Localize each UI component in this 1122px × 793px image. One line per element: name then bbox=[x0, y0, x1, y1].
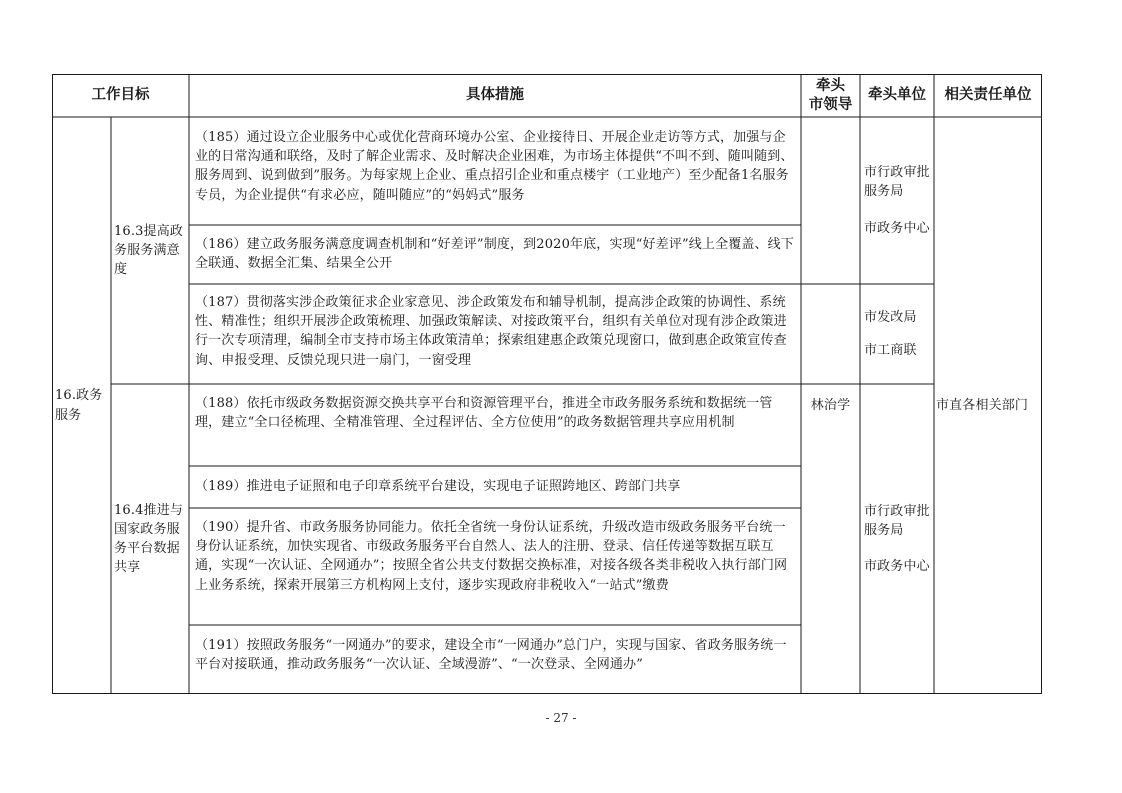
header-lead-leader-line2: 市领导 bbox=[808, 96, 853, 113]
measure-190: （190）提升省、市政务服务协同能力。依托全省统一身份认证系统，升级改造市级政务服务平台统一身份认证系统，加快实现省、市级政务服务平台自然人、法人的注册、登录、信任传递等数据互联互通，实现“一次认证、全网通办”；按照全省公共支付数据交换标准，对接各级各类非税收入执行部门网上业务系统，探索开展第三方机构网上支付，逐步实现政府非税收入“一站式”缴费 bbox=[195, 520, 788, 593]
lead-unit-a-gap bbox=[864, 202, 930, 219]
measure-188: （188）依托市级政务数据资源交换共享平台和资源管理平台，推进全市政务服务系统和数据统一管理，建立“全口径梳理、全精准管理、全过程评估、全方位使用”的政务数据管理共享应用机制 bbox=[195, 396, 773, 431]
measure-186: （186）建立政务服务满意度调查机制和“好差评”制度，到2020年底，实现“好差评”线上全覆盖、线下全联通、数据全汇集、结果全公开 bbox=[195, 237, 794, 272]
measure-185: （185）通过设立企业服务中心或优化营商环境办公室、企业接待日、开展企业走访等方式，加强与企业的日常沟通和联络，及时了解企业需求、及时解决企业困难，为市场主体提供“不叫不到、随叫随到、服务周到、说到做到”服务。为每家规上企业、重点招引企业和重点楼宇（工业地产）至少配备1名服务专员，为企业提供“有求必应，随叫随应”的“妈妈式”服务 bbox=[195, 130, 794, 203]
page-number: - 27 - bbox=[545, 711, 577, 725]
measures-table bbox=[52, 74, 1042, 694]
measure-189: （189）推进电子证照和电子印章系统平台建设，实现电子证照跨地区、跨部门共享 bbox=[195, 479, 681, 494]
lead-unit-b-1: 市发改局 bbox=[864, 309, 917, 325]
header-lead-leader bbox=[801, 74, 860, 117]
measure-191: （191）按照政务服务“一网通办”的要求，建设全市“一网通办”总门户，实现与国家、省政务服务统一平台对接联通，推动政务服务“一次认证、全域漫游”、“一次登录、全网通办” bbox=[195, 638, 787, 673]
measure-187: （187）贯彻落实涉企政策征求企业家意见、涉企政策发布和辅导机制，提高涉企政策的协调性、系统性、精准性；组织开展涉企政策梳理、加强政策解读、对接政策平台，组织有关单位对现有涉企政策进行一次专项清理，编制全市支持市场主体政策清单；探索组建惠企政策兑现窗口，做到惠企政策宣传查询、申报受理、反馈兑现只进一扇门，一窗受理 bbox=[195, 295, 787, 368]
header-measures: 具体措施 bbox=[466, 87, 524, 103]
header-lead-unit: 牵头单位 bbox=[868, 87, 926, 103]
goal-main: 16.政务服务 bbox=[55, 388, 103, 423]
lead-leader: 林治学 bbox=[810, 397, 851, 413]
lead-unit-c-1: 市行政审批服务局 bbox=[864, 503, 930, 538]
lead-unit-group-c bbox=[860, 384, 934, 694]
lead-unit-group-b bbox=[860, 284, 934, 384]
header-goal: 工作目标 bbox=[91, 87, 150, 103]
lead-unit-a-2: 市政务中心 bbox=[864, 220, 930, 236]
lead-unit-c-2: 市政务中心 bbox=[864, 559, 930, 575]
lead-unit-group-a bbox=[860, 117, 934, 284]
lead-unit-c-gap bbox=[864, 540, 930, 557]
lead-unit-a-1: 市行政审批服务局 bbox=[864, 165, 930, 200]
goal-sub-163: 16.3提高政务服务满意度 bbox=[114, 223, 183, 278]
lead-unit-b-2: 市工商联 bbox=[864, 343, 917, 358]
goal-sub-164: 16.4推进与国家政务服务平台数据共享 bbox=[114, 502, 183, 576]
related-units: 市直各相关部门 bbox=[936, 397, 1029, 413]
lead-unit-b-gap bbox=[864, 327, 930, 341]
header-lead-leader-line1: 牵头 bbox=[816, 77, 845, 94]
header-related-units: 相关责任单位 bbox=[944, 87, 1032, 103]
